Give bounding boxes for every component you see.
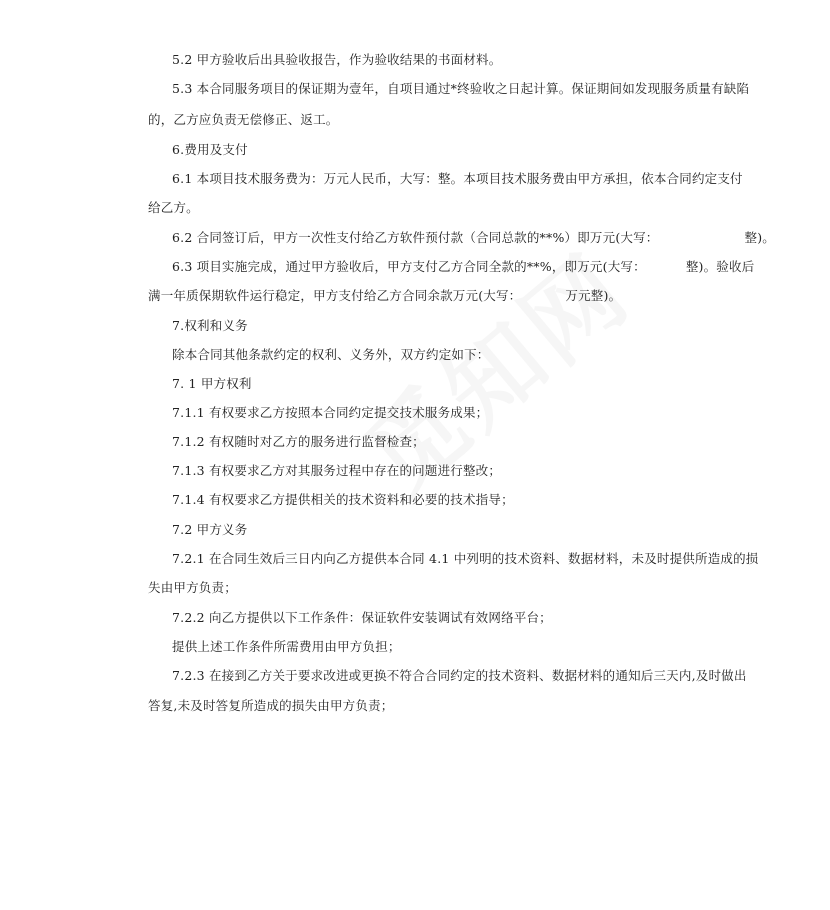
clause-6-1: 6.1 本项目技术服务费为：万元人民币，大写：整。本项目技术服务费由甲方承担，依本合同约定支付 xyxy=(172,171,743,186)
clause-7-1-4: 7.1.4 有权要求乙方提供相关的技术资料和必要的技术指导； xyxy=(172,492,514,507)
clause-6-2-end: 整)。 xyxy=(744,230,775,245)
clause-6-2 xyxy=(172,230,775,246)
clause-6-3-cont-text: 满一年质保期软件运行稳定，甲方支付给乙方合同余款万元(大写： xyxy=(148,288,522,303)
clause-7-1-3: 7.1.3 有权要求乙方对其服务过程中存在的问题进行整改； xyxy=(172,463,502,478)
clause-7-2-2-cont: 提供上述工作条件所需费用由甲方负担； xyxy=(172,639,401,654)
clause-5-3-cont: 的，乙方应负责无偿修正、返工。 xyxy=(148,112,339,127)
clause-6-3-cont xyxy=(148,288,621,304)
clause-6-1-cont: 给乙方。 xyxy=(148,200,199,215)
clause-5-3: 5.3 本合同服务项目的保证期为壹年，自项目通过*终验收之日起计算。保证期间如发现服务质量有缺陷 xyxy=(172,81,750,96)
section-7-heading: 7.权利和义务 xyxy=(172,318,248,333)
clause-6-3-text: 6.3 项目实施完成，通过甲方验收后，甲方支付乙方合同全款的**%，即万元(大写： xyxy=(172,259,646,274)
section-7-intro: 除本合同其他条款约定的权利、义务外，双方约定如下： xyxy=(172,347,490,362)
clause-7-1-2: 7.1.2 有权随时对乙方的服务进行监督检查； xyxy=(172,434,425,449)
clause-7-1-1: 7.1.1 有权要求乙方按照本合同约定提交技术服务成果； xyxy=(172,405,489,420)
clause-5-2: 5.2 甲方验收后出具验收报告，作为验收结果的书面材料。 xyxy=(172,52,502,67)
clause-6-3 xyxy=(172,259,754,275)
clause-6-3-mid: 整)。验收后 xyxy=(685,259,755,274)
section-6-heading: 6.费用及支付 xyxy=(172,142,248,157)
clause-7-2-1: 7.2.1 在合同生效后三日内向乙方提供本合同 4.1 中列明的技术资料、数据材料，未及时提供所造成的损 xyxy=(172,551,759,566)
clause-7-1: 7. 1 甲方权利 xyxy=(172,376,252,391)
clause-7-2-2: 7.2.2 向乙方提供以下工作条件：保证软件安装调试有效网络平台； xyxy=(172,610,552,625)
clause-6-2-text: 6.2 合同签订后，甲方一次性支付给乙方软件预付款（合同总款的**%）即万元(大写： xyxy=(172,230,659,245)
clause-7-2-3-cont: 答复,未及时答复所造成的损失由甲方负责； xyxy=(148,698,394,713)
clause-7-2-1-cont: 失由甲方负责； xyxy=(148,580,237,595)
clause-7-2: 7.2 甲方义务 xyxy=(172,522,248,537)
clause-7-2-3: 7.2.3 在接到乙方关于要求改进或更换不符合合同约定的技术资料、数据材料的通知后三天内,及时做出 xyxy=(172,668,747,683)
clause-6-3-cont-end: 万元整)。 xyxy=(565,288,622,303)
